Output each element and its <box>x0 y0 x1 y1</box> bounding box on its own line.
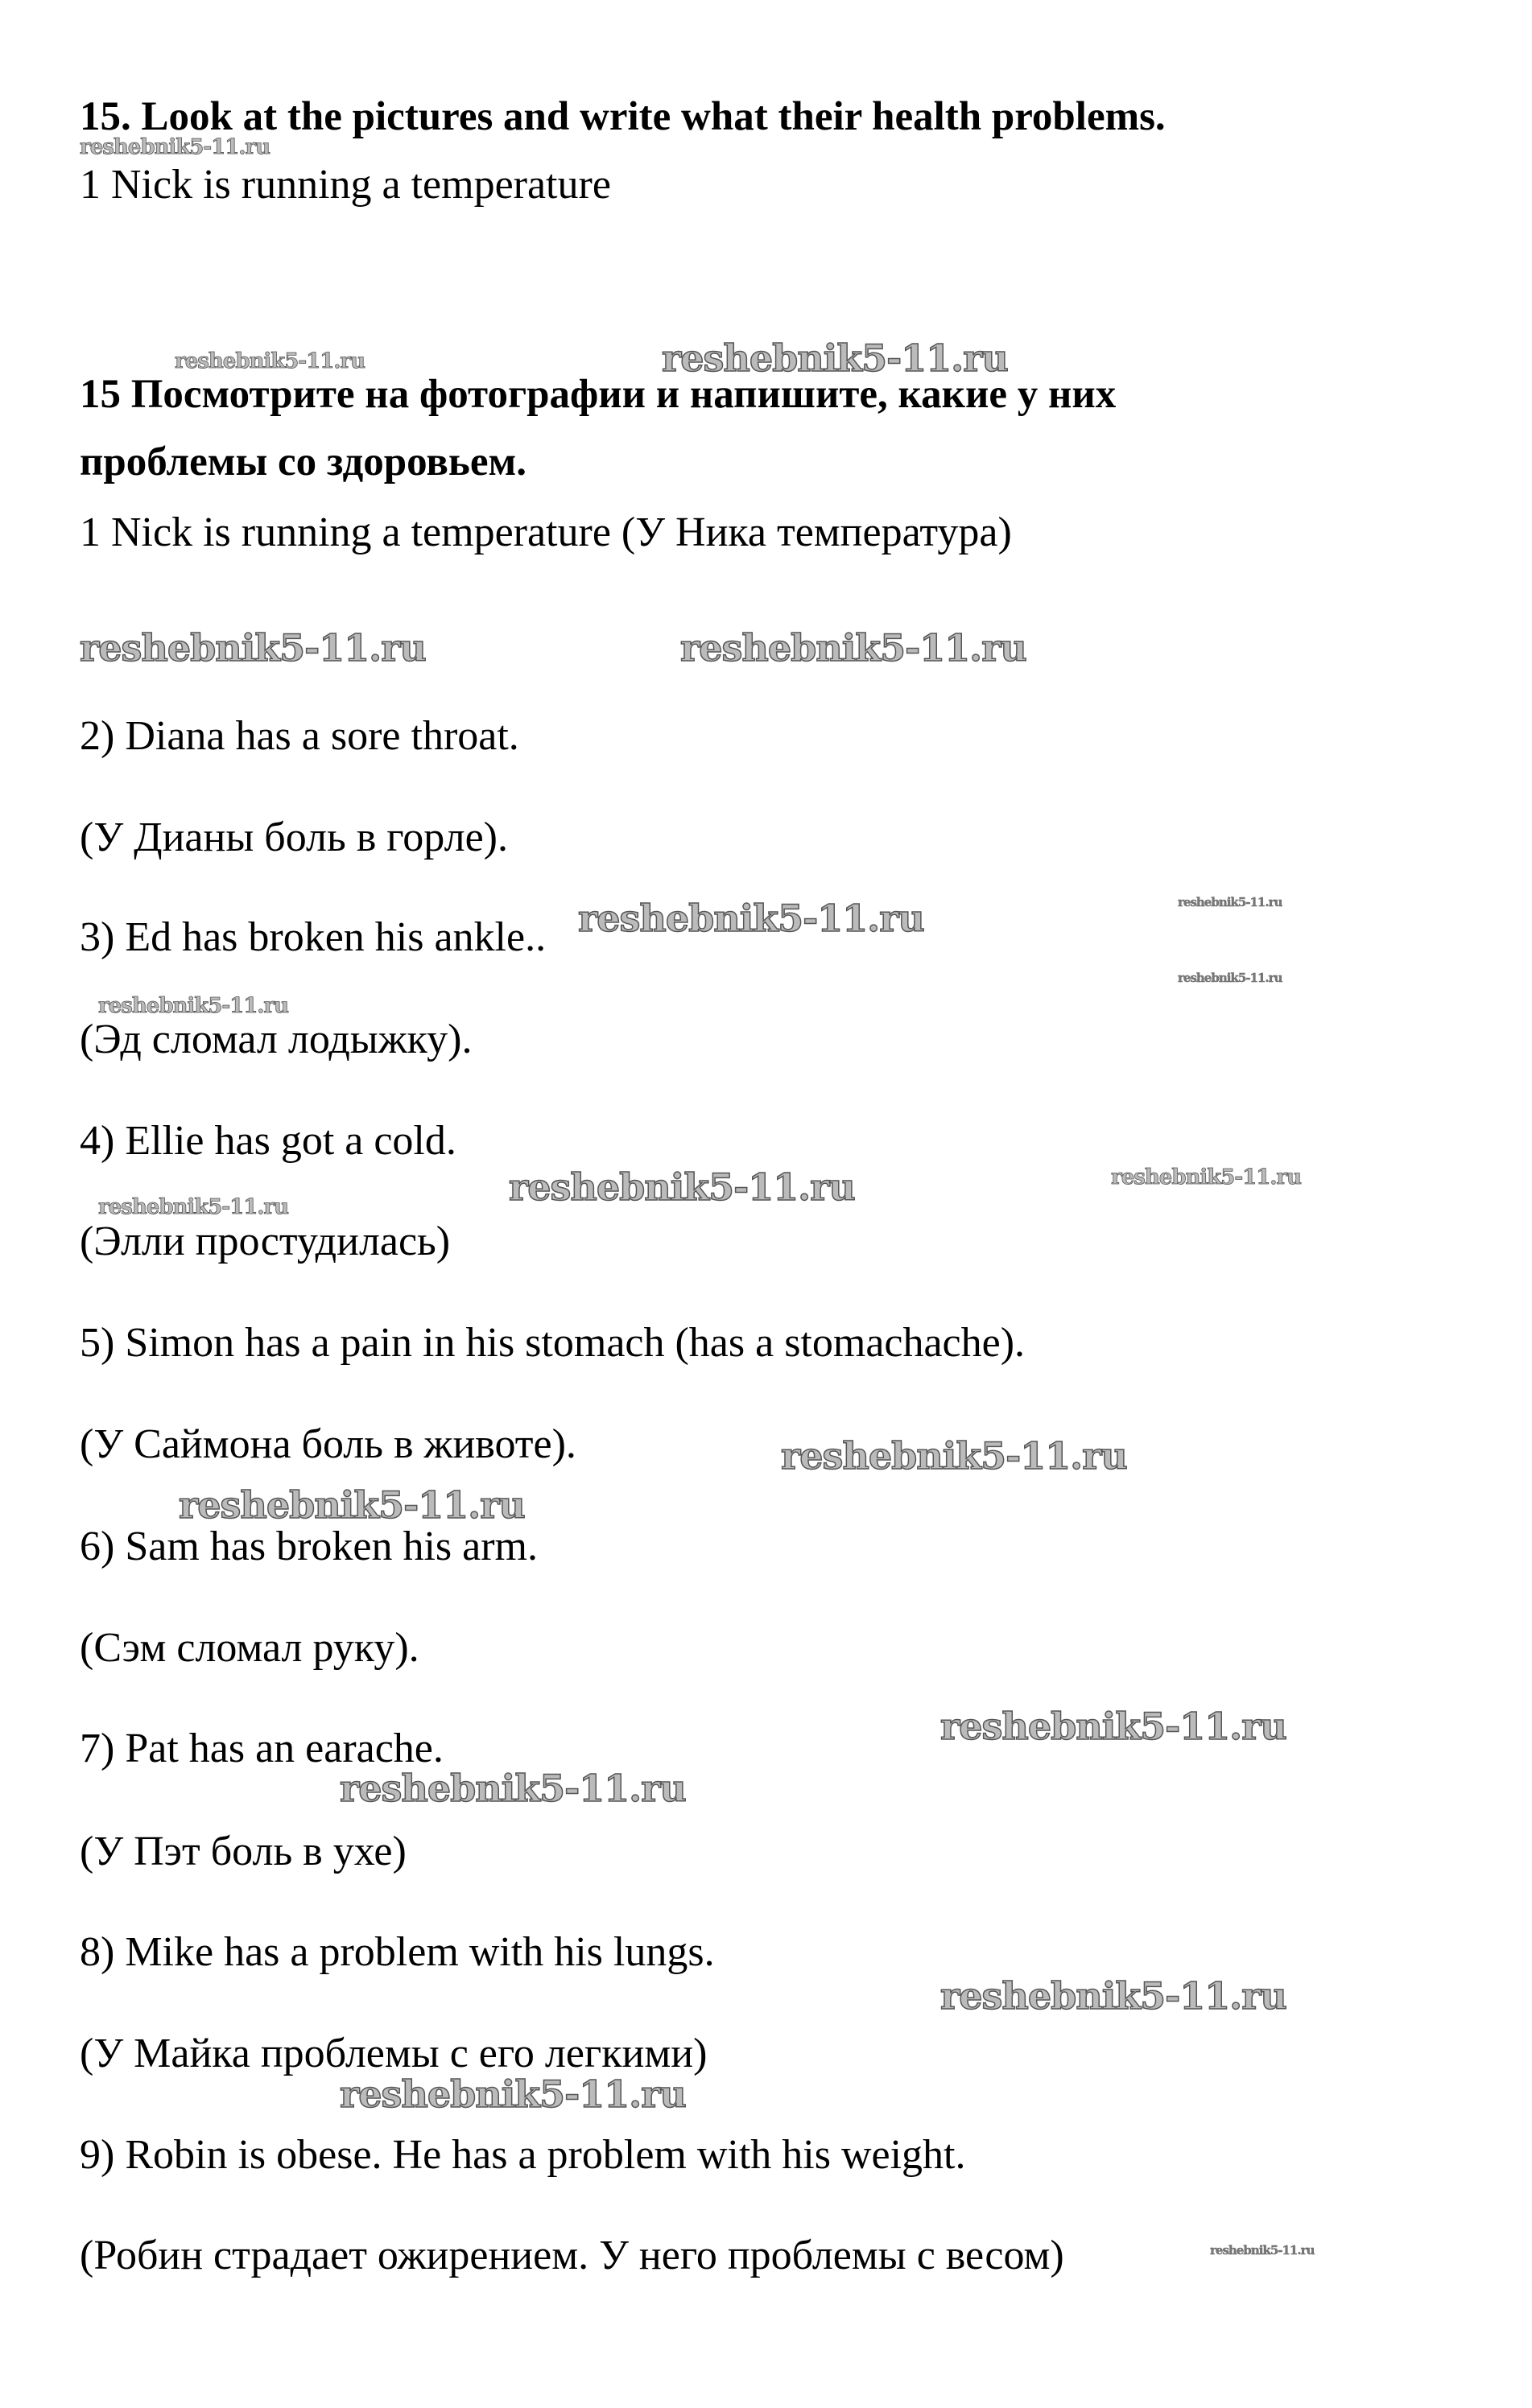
watermark: reshebnik5-11.ru <box>1178 971 1282 985</box>
answer-line: (У Пэт боль в ухе) <box>80 1829 407 1874</box>
watermark: reshebnik5-11.ru <box>80 626 426 670</box>
watermark: reshebnik5-11.ru <box>1210 2243 1315 2258</box>
watermark: reshebnik5-11.ru <box>509 1165 855 1209</box>
watermark: reshebnik5-11.ru <box>340 1767 686 1810</box>
watermark: reshebnik5-11.ru <box>662 336 1008 380</box>
watermark: reshebnik5-11.ru <box>940 1974 1286 2018</box>
watermark: reshebnik5-11.ru <box>179 1483 525 1527</box>
answer-line: 1 Nick is running a temperature (У Ника температура) <box>80 509 1012 555</box>
answer-line: 6) Sam has broken his arm. <box>80 1524 539 1569</box>
answer-line: (У Дианы боль в горле). <box>80 814 508 860</box>
watermark: reshebnik5-11.ru <box>1111 1165 1302 1190</box>
answer-line: 3) Ed has broken his ankle.. <box>80 914 547 960</box>
watermark: reshebnik5-11.ru <box>175 349 365 373</box>
answer-line: 8) Mike has a problem with his lungs. <box>80 1929 715 1975</box>
watermark: reshebnik5-11.ru <box>98 1195 289 1219</box>
answer-line: 2) Diana has a sore throat. <box>80 713 519 759</box>
answer-line: 9) Robin is obese. He has a problem with his weight. <box>80 2132 966 2178</box>
answer-line: (У Саймона боль в животе). <box>80 1421 576 1467</box>
russian-title-line-1: 15 Посмотрите на фотографии и напишите, какие у них <box>80 372 1117 417</box>
answer-line: (Элли простудилась) <box>80 1218 451 1264</box>
watermark: reshebnik5-11.ru <box>340 2072 686 2116</box>
answer-line: (У Майка проблемы с его легкими) <box>80 2031 708 2076</box>
answer-line: 5) Simon has a pain in his stomach (has a stomachache). <box>80 1320 1026 1366</box>
answer-line: (Робин страдает ожирением. У него проблемы с весом) <box>80 2233 1064 2278</box>
watermark: reshebnik5-11.ru <box>781 1434 1127 1478</box>
russian-title-line-2: проблемы со здоровьем. <box>80 439 527 484</box>
watermark: reshebnik5-11.ru <box>80 135 270 159</box>
english-title: 15. Look at the pictures and write what their health problems. <box>80 94 1166 139</box>
answer-line: (Эд сломал лодыжку). <box>80 1016 473 1062</box>
answer-line: 4) Ellie has got a cold. <box>80 1118 456 1164</box>
answer-line: (Сэм сломал руку). <box>80 1625 419 1671</box>
english-line-1: 1 Nick is running a temperature <box>80 162 611 208</box>
watermark: reshebnik5-11.ru <box>578 897 924 940</box>
watermark: reshebnik5-11.ru <box>1178 895 1282 909</box>
watermark: reshebnik5-11.ru <box>98 994 289 1018</box>
watermark: reshebnik5-11.ru <box>680 626 1026 670</box>
answer-line: 7) Pat has an earache. <box>80 1726 444 1771</box>
watermark: reshebnik5-11.ru <box>940 1705 1286 1748</box>
